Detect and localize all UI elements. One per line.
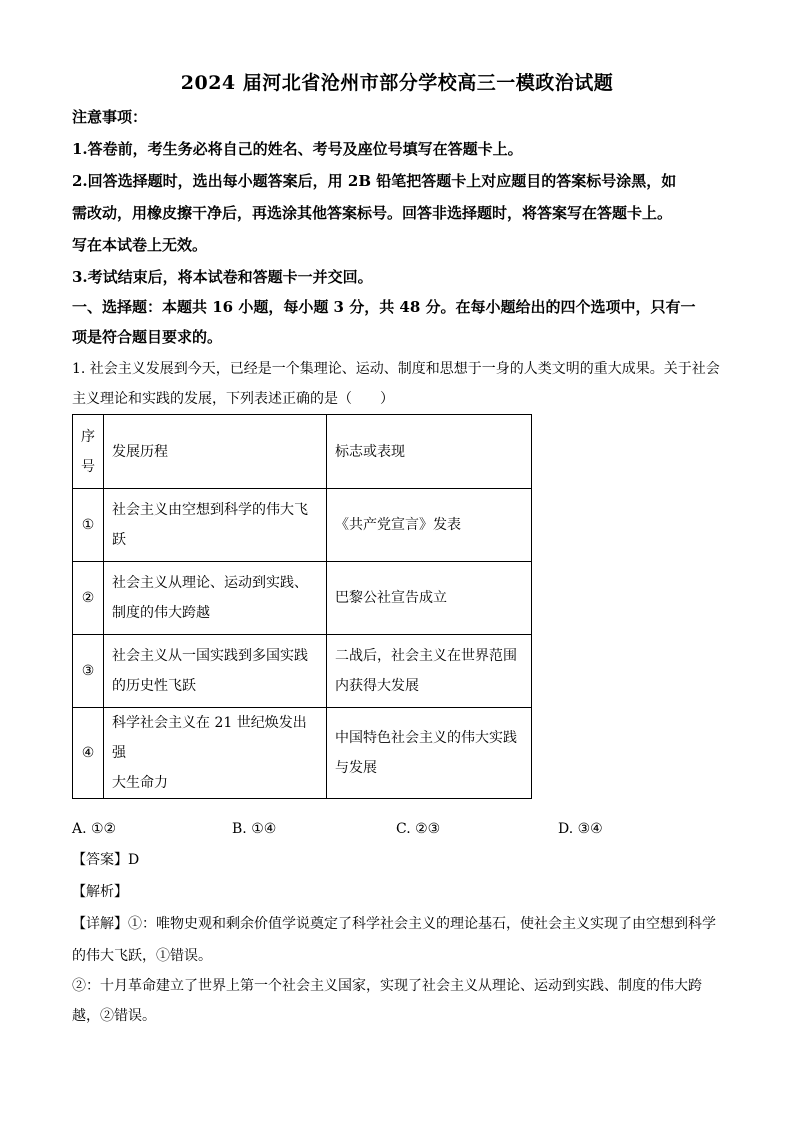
row-no: ③: [73, 635, 104, 708]
notice-item-1: 1.答卷前，考生务必将自己的姓名、考号及座位号填写在答题卡上。: [72, 140, 523, 158]
detail-line-1: 【详解】①：唯物史观和剩余价值学说奠定了科学社会主义的理论基石，使社会主义实现了由空想到科学: [72, 916, 716, 932]
row-process: 社会主义从理论、运动到实践、 制度的伟大跨越: [104, 562, 327, 635]
row-process: 社会主义由空想到科学的伟大飞 跃: [104, 489, 327, 562]
option-b: B. ①④: [232, 821, 277, 837]
row-no: ②: [73, 562, 104, 635]
notice-item-2-line-1: 2.回答选择题时，选出每小题答案后，用 2B 铅笔把答题卡上对应题目的答案标号涂黑，如: [72, 172, 677, 190]
row-sign: 巴黎公社宣告成立: [327, 562, 532, 635]
section-heading-line-2: 项是符合题目要求的。: [72, 328, 223, 346]
notice-item-3: 3.考试结束后，将本试卷和答题卡一并交回。: [72, 268, 373, 286]
row-no: ①: [73, 489, 104, 562]
detail-line-3: ②：十月革命建立了世界上第一个社会主义国家，实现了社会主义从理论、运动到实践、制度的伟大跨: [72, 978, 702, 994]
row-process: 科学社会主义在 21 世纪焕发出强 大生命力: [104, 708, 327, 799]
row-no: ④: [73, 708, 104, 799]
notice-item-2-line-3: 写在本试卷上无效。: [72, 236, 208, 254]
table-row: [73, 489, 532, 562]
question-table: [72, 414, 532, 799]
table-row: [73, 562, 532, 635]
row-sign: 中国特色社会主义的伟大实践 与发展: [327, 708, 532, 799]
page-title: 2024 届河北省沧州市部分学校高三一模政治试题: [180, 72, 614, 94]
header-no: 序 号: [73, 415, 104, 489]
notice-heading: 注意事项：: [72, 108, 148, 126]
question-stem-line-1: 1. 社会主义发展到今天，已经是一个集理论、运动、制度和思想于一身的人类文明的重大成果。关于社会: [72, 361, 720, 377]
table-row: [73, 635, 532, 708]
question-stem-line-2: 主义理论和实践的发展，下列表述正确的是（ ）: [72, 391, 394, 407]
option-a: A. ①②: [72, 821, 117, 837]
header-sign: 标志或表现: [327, 415, 532, 489]
row-sign: 二战后，社会主义在世界范围 内获得大发展: [327, 635, 532, 708]
section-heading-line-1: 一、选择题：本题共 16 小题，每小题 3 分，共 48 分。在每小题给出的四个选项中，只有一: [72, 298, 696, 316]
option-d: D. ③④: [558, 821, 603, 837]
table-row: [73, 708, 532, 799]
notice-item-2-line-2: 需改动，用橡皮擦干净后，再选涂其他答案标号。回答非选择题时，将答案写在答题卡上。: [72, 204, 673, 222]
answer-line: 【答案】D: [72, 852, 140, 868]
detail-line-2: 的伟大飞跃，①错误。: [72, 948, 212, 964]
table-header-row: [73, 415, 532, 489]
header-process: 发展历程: [104, 415, 327, 489]
row-sign: 《共产党宣言》发表: [327, 489, 532, 562]
row-process: 社会主义从一国实践到多国实践 的历史性飞跃: [104, 635, 327, 708]
analysis-heading: 【解析】: [72, 884, 128, 900]
detail-line-4: 越，②错误。: [72, 1008, 156, 1024]
option-c: C. ②③: [396, 821, 441, 837]
